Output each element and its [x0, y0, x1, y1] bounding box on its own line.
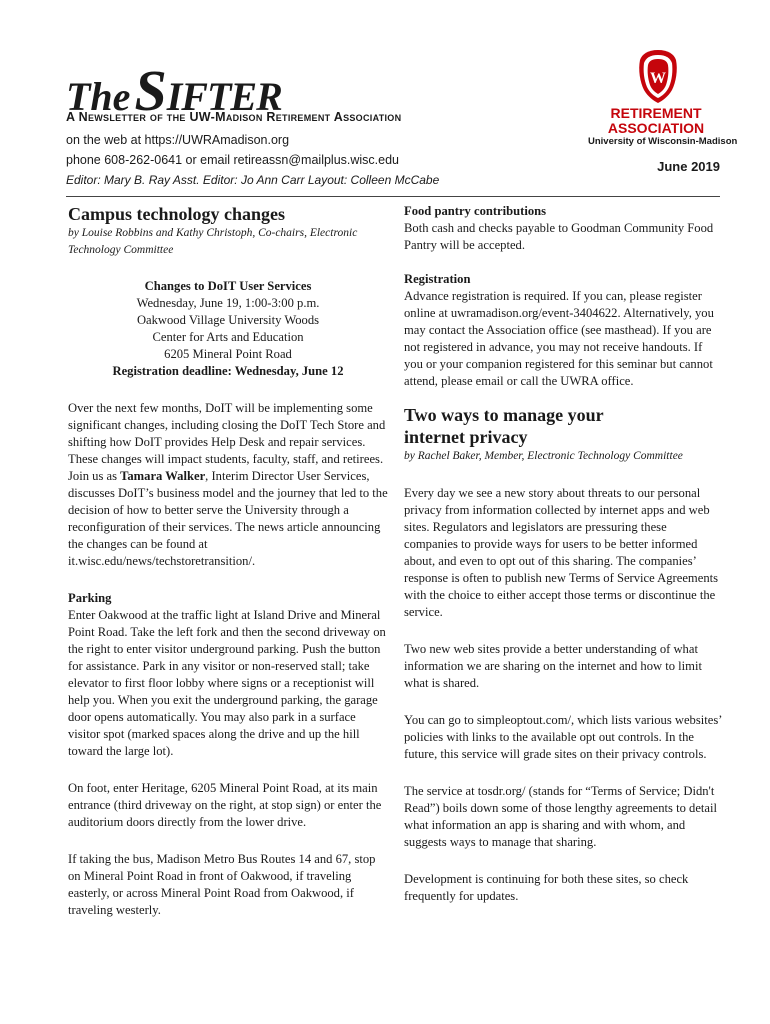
- title-rest: IFTER: [166, 74, 282, 119]
- uw-crest-logo: [628, 46, 688, 104]
- privacy-paragraph-3: You can go to simpleoptout.com/, which lists various websites’ policies with links to the available opt out controls. In the future, this service will grade sites on their privacy controls.: [404, 713, 722, 761]
- svg-text:W: W: [650, 70, 666, 87]
- contact-line[interactable]: phone 608-262-0641 or email retireassn@mailplus.wisc.edu: [66, 153, 400, 167]
- newsletter-subtitle: A Newsletter of the UW-Madison Retirement Association: [66, 110, 402, 124]
- article-heading-privacy: Two ways to manage your internet privacy: [404, 405, 604, 447]
- privacy-paragraph-5: Development is continuing for both these sites, so check frequently for updates.: [404, 872, 689, 903]
- masthead-divider: [66, 196, 720, 197]
- registration-heading: Registration: [404, 272, 471, 286]
- right-column: [404, 203, 722, 905]
- parking-text: Enter Oakwood at the traffic light at Island Drive and Mineral Point Road. Take the left fork and then the second driveway on the right to enter visitor underground parking. Push the button for assistance. Park in any visitor or non-reserved stall; take elevator to first floor lobby where signs or a receptionist will help you. When you exit the underground parking, the garage door opens automatically. You may also park in a surface visitor spot (marked spaces along the drive and up the hill toward the large lot).: [68, 608, 386, 758]
- speaker-name: Tamara Walker: [120, 469, 206, 483]
- privacy-paragraph-4: The service at tosdr.org/ (stands for “Terms of Service; Didn't Read”) boils down some of those lengthy agreements to detail what information an app is sharing and with whom, and suggests ways to manage that sharing.: [404, 784, 718, 849]
- logo-line-association: ASSOCIATION: [607, 120, 705, 136]
- event-details: [68, 278, 388, 380]
- paragraph-intro-part1: Over the next few months, DoIT will be implementing some significant changes, including closing the DoIT Tech Store and shifting how DoIT provides Help Desk and repair services. These changes will impact students, faculty, staff, and retirees. Join us as: [68, 401, 386, 483]
- article-byline-privacy: by Rachel Baker, Member, Electronic Technology Committee: [404, 450, 683, 462]
- food-pantry-text: Both cash and checks payable to Goodman Community Food Pantry will be accepted.: [404, 221, 714, 252]
- article-heading-tech: Campus technology changes: [68, 204, 286, 224]
- paragraph-intro-part2: , Interim Director User Services, discusses DoIT’s business model and the journey that led to the decision of how to better serve the University through a reconfiguration of their services. The news article announcing the changes can be found at it.wisc.edu/news/techstoretransition/.: [68, 469, 388, 568]
- event-center: Center for Arts and Education: [152, 330, 304, 344]
- foot-directions: On foot, enter Heritage, 6205 Mineral Point Road, at its main entrance (third driveway on the right, at stop sign) or enter the auditorium doors directly from the lower drive.: [68, 781, 382, 829]
- logo-line-retirement: RETIREMENT: [610, 105, 702, 121]
- web-line[interactable]: on the web at https://UWRAmadison.org: [66, 133, 290, 147]
- logo-university: University of Wisconsin-Madison: [588, 136, 738, 147]
- event-date: Wednesday, June 19, 1:00-3:00 p.m.: [136, 296, 320, 310]
- food-pantry-heading: Food pantry contributions: [404, 204, 547, 218]
- event-address: 6205 Mineral Point Road: [164, 347, 292, 361]
- article-byline-tech: by Louise Robbins and Kathy Christoph, Co-chairs, Electronic Technology Committee: [68, 227, 358, 256]
- issue-date: June 2019: [657, 159, 720, 174]
- privacy-paragraph-1: Every day we see a new story about threats to our personal privacy from information collected by internet apps and web sites. Regulators and legislators are pressuring these companies to provide ways for users to be better informed about, and even to opt out of this sharing. The companies’ response is often to publish new Terms of Service Agreements with the choice to either accept those terms or discontinue the service.: [404, 486, 719, 619]
- title-s: S: [134, 58, 167, 123]
- bus-directions: If taking the bus, Madison Metro Bus Routes 14 and 67, stop on Mineral Point Road in front of Oakwood, if traveling easterly, or across Mineral Point Road from Oakwood, if traveling westerly.: [68, 852, 376, 917]
- left-column: [68, 203, 388, 919]
- event-venue: Oakwood Village University Woods: [136, 313, 320, 327]
- parking-heading: Parking: [68, 591, 112, 605]
- paragraph-intro: [68, 400, 388, 570]
- logo-text: [596, 106, 716, 136]
- title-the: The: [66, 74, 131, 119]
- event-deadline: Registration deadline: Wednesday, June 12: [112, 364, 344, 378]
- registration-text: Advance registration is required. If you can, please register online at uwramadison.org/event-3404622. Alternatively, you may contact the Association office (see masthead). If you are not registered in advance, you may not receive handouts. If you or your companion registered for this seminar but cannot attend, please email or call the UWRA office.: [404, 289, 714, 388]
- event-title: Changes to DoIT User Services: [144, 279, 312, 293]
- editors-line: Editor: Mary B. Ray Asst. Editor: Jo Ann Carr Layout: Colleen McCabe: [66, 173, 440, 187]
- privacy-paragraph-2: Two new web sites provide a better understanding of what information we are sharing on the internet and how to limit what is shared.: [404, 642, 702, 690]
